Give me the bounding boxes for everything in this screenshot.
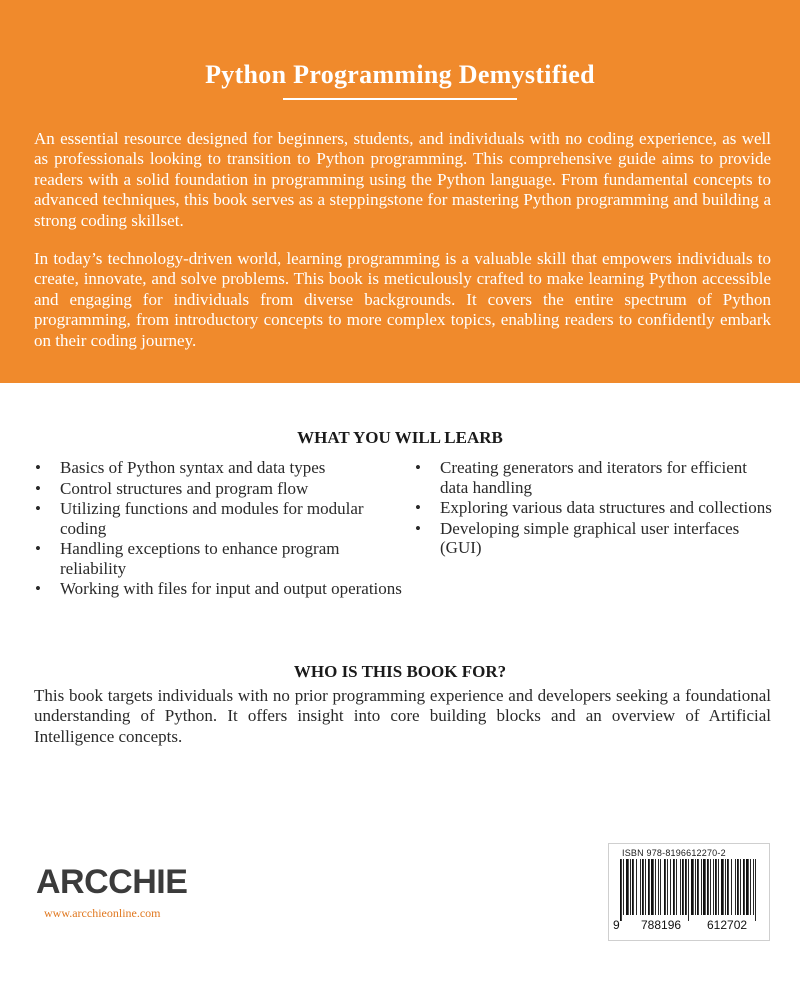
publisher-url[interactable]: www.arcchieonline.com <box>44 906 161 920</box>
barcode-bar <box>710 859 711 915</box>
audience-paragraph: This book targets individuals with no prior programming experience and developers seeking a foundational understanding of Python. It offers insight into core building blocks and an overview of Artificial Intelligence concepts. <box>34 686 771 746</box>
barcode-bar <box>753 859 754 915</box>
learn-list-right <box>414 458 774 559</box>
barcode-bar <box>701 859 702 915</box>
barcode-bar <box>642 859 644 915</box>
barcode-bar <box>670 859 671 915</box>
barcode-bar <box>645 859 646 915</box>
barcode-bar <box>707 859 709 915</box>
barcode-bar <box>655 859 656 915</box>
barcode-bar <box>715 859 717 915</box>
barcode-bar <box>664 859 666 915</box>
barcode-bar <box>695 859 696 915</box>
barcode-bar <box>630 859 631 915</box>
orange-header-panel <box>0 0 800 383</box>
title-underline <box>283 98 517 100</box>
publisher-logo: ARCCHIE <box>36 863 188 901</box>
barcode-bar <box>750 859 751 915</box>
barcode-bar <box>721 859 724 915</box>
barcode-bar <box>718 859 719 915</box>
barcode-digit-first: 9 <box>613 918 620 932</box>
barcode-bar <box>713 859 714 915</box>
barcode-digit-group1: 788196 <box>641 918 682 932</box>
barcode-bar <box>743 859 745 915</box>
barcode-bar <box>703 859 706 915</box>
description-paragraph: In today’s technology-driven world, learning programming is a valuable skill that empowers individuals to create, innovate, and solve problems. This book is meticulously crafted to make learning Python accessible and engaging for individuals from diverse backgrounds. It covers the entire spectrum of Python programming, from introductory concepts to more complex topics, enabling readers to confidently embark on their coding journey. <box>34 249 771 350</box>
barcode-bar <box>658 859 659 915</box>
barcode-bar <box>636 859 637 915</box>
barcode-bar <box>680 859 681 915</box>
barcode-bar <box>648 859 650 915</box>
intro-paragraph: An essential resource designed for beginners, students, and individuals with no coding experience, as well as professionals looking to transition to Python programming. This comprehensive guide aims to provide readers with a solid foundation in programming using the Python language. From fundamental concepts to advanced techniques, this book serves as a steppingstone for mastering Python programming and building a strong coding skillset. <box>34 129 771 230</box>
barcode-bar <box>691 859 694 915</box>
list-item: • Exploring various data structures and collections <box>414 498 774 518</box>
list-item: • Utilizing functions and modules for modular coding <box>34 499 404 538</box>
barcode-digit-group2: 612702 <box>707 918 748 932</box>
barcode-bar <box>735 859 736 915</box>
audience-heading: WHO IS THIS BOOK FOR? <box>293 662 507 681</box>
isbn-label: ISBN 978-8196612270-2 <box>622 848 726 858</box>
barcode-bar <box>640 859 641 915</box>
barcode-bar <box>746 859 749 915</box>
list-item: • Handling exceptions to enhance program reliability <box>34 539 404 578</box>
barcode-bar <box>660 859 661 915</box>
learn-heading: WHAT YOU WILL LEARB <box>297 428 503 447</box>
barcode-bar <box>676 859 677 915</box>
barcode-bar <box>685 859 687 915</box>
barcode-bar <box>632 859 634 915</box>
learn-list-left <box>34 458 404 600</box>
barcode-bar <box>697 859 699 915</box>
barcode-bar <box>626 859 629 915</box>
list-item: • Developing simple graphical user interfaces (GUI) <box>414 519 774 558</box>
barcode-bar <box>682 859 684 915</box>
barcode-bar <box>725 859 726 915</box>
barcode-bar <box>667 859 668 915</box>
list-item: • Working with files for input and output operations <box>34 579 404 599</box>
barcode-bar <box>731 859 732 915</box>
barcode-bar <box>623 859 624 915</box>
barcode-bar <box>737 859 739 915</box>
barcode-bar <box>688 859 689 921</box>
list-item: • Control structures and program flow <box>34 479 404 499</box>
list-item: • Basics of Python syntax and data types <box>34 458 404 478</box>
barcode-bar <box>673 859 675 915</box>
barcode-icon <box>620 859 760 921</box>
barcode-bar <box>727 859 729 915</box>
barcode-bar <box>755 859 756 921</box>
book-title: Python Programming Demystified <box>205 60 595 89</box>
list-item: • Creating generators and iterators for efficient data handling <box>414 458 774 497</box>
barcode-bar <box>620 859 622 921</box>
barcode-bar <box>651 859 654 915</box>
barcode-bar <box>740 859 741 915</box>
